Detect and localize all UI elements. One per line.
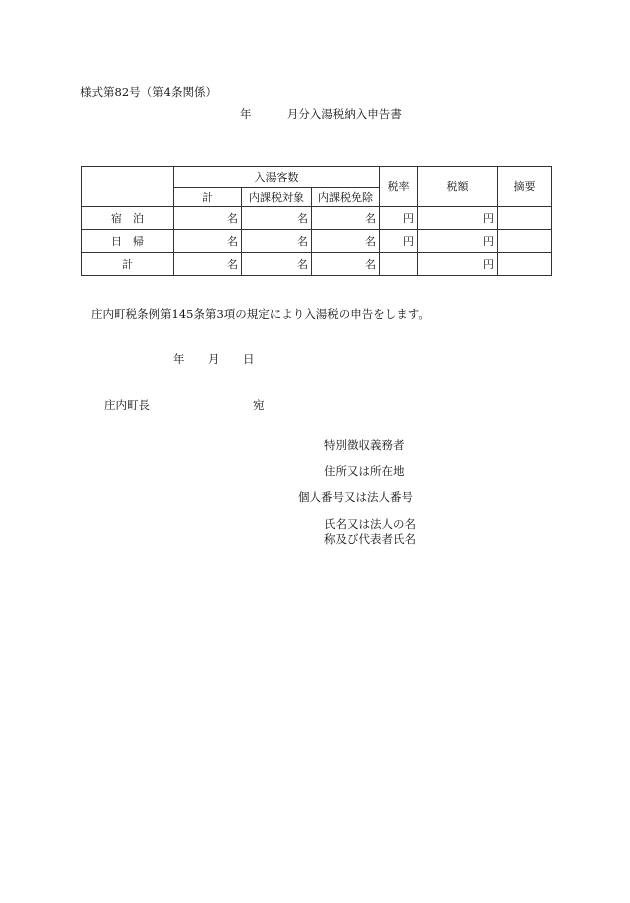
date-day: 日 xyxy=(243,352,255,366)
cell-amount[interactable]: 円 xyxy=(418,230,498,253)
title-year: 年 xyxy=(240,107,252,121)
taxpayer-name-label-1: 氏名又は法人の名 xyxy=(324,517,416,531)
table-row xyxy=(82,207,552,230)
cell-rate[interactable]: 円 xyxy=(380,230,418,253)
header-tax-amount: 税額 xyxy=(418,167,498,207)
declaration-text: 庄内町税条例第145条第3項の規定により入湯税の申告をします。 xyxy=(91,307,430,321)
row-label: 宿 泊 xyxy=(82,207,174,230)
table-row xyxy=(82,230,552,253)
cell-remarks[interactable] xyxy=(498,230,552,253)
addressee-honorific: 宛 xyxy=(253,398,265,412)
cell-total[interactable]: 名 xyxy=(174,253,242,276)
cell-rate[interactable] xyxy=(380,253,418,276)
row-label: 日 帰 xyxy=(82,230,174,253)
title-text: 月分入湯税納入申告書 xyxy=(286,107,402,121)
cell-amount[interactable]: 円 xyxy=(418,253,498,276)
cell-taxable[interactable]: 名 xyxy=(242,207,312,230)
date-month: 月 xyxy=(208,352,220,366)
form-number: 様式第82号（第4条関係） xyxy=(80,85,217,99)
cell-taxable[interactable]: 名 xyxy=(242,230,312,253)
addressee-name: 庄内町長 xyxy=(104,398,150,412)
cell-rate[interactable]: 円 xyxy=(380,207,418,230)
cell-amount[interactable]: 円 xyxy=(418,207,498,230)
taxpayer-name-label-2: 称及び代表者氏名 xyxy=(324,532,416,546)
header-empty-cell xyxy=(82,167,174,207)
cell-exempt[interactable]: 名 xyxy=(312,207,380,230)
header-total: 計 xyxy=(174,188,242,207)
header-exempt: 内課税免除 xyxy=(312,188,380,207)
cell-total[interactable]: 名 xyxy=(174,230,242,253)
header-taxable: 内課税対象 xyxy=(242,188,312,207)
date-year: 年 xyxy=(173,352,185,366)
taxpayer-title: 特別徴収義務者 xyxy=(324,438,405,452)
cell-taxable[interactable]: 名 xyxy=(242,253,312,276)
cell-exempt[interactable]: 名 xyxy=(312,253,380,276)
header-remarks: 摘要 xyxy=(498,167,552,207)
cell-exempt[interactable]: 名 xyxy=(312,230,380,253)
tax-table xyxy=(81,166,552,276)
header-tax-rate: 税率 xyxy=(380,167,418,207)
cell-remarks[interactable] xyxy=(498,207,552,230)
cell-remarks[interactable] xyxy=(498,253,552,276)
form-title xyxy=(240,106,402,122)
taxpayer-id-label: 個人番号又は法人番号 xyxy=(298,490,413,504)
row-label: 計 xyxy=(82,253,174,276)
header-guests: 入湯客数 xyxy=(174,167,380,188)
table-row xyxy=(82,253,552,276)
taxpayer-address-label: 住所又は所在地 xyxy=(324,464,405,478)
cell-total[interactable]: 名 xyxy=(174,207,242,230)
